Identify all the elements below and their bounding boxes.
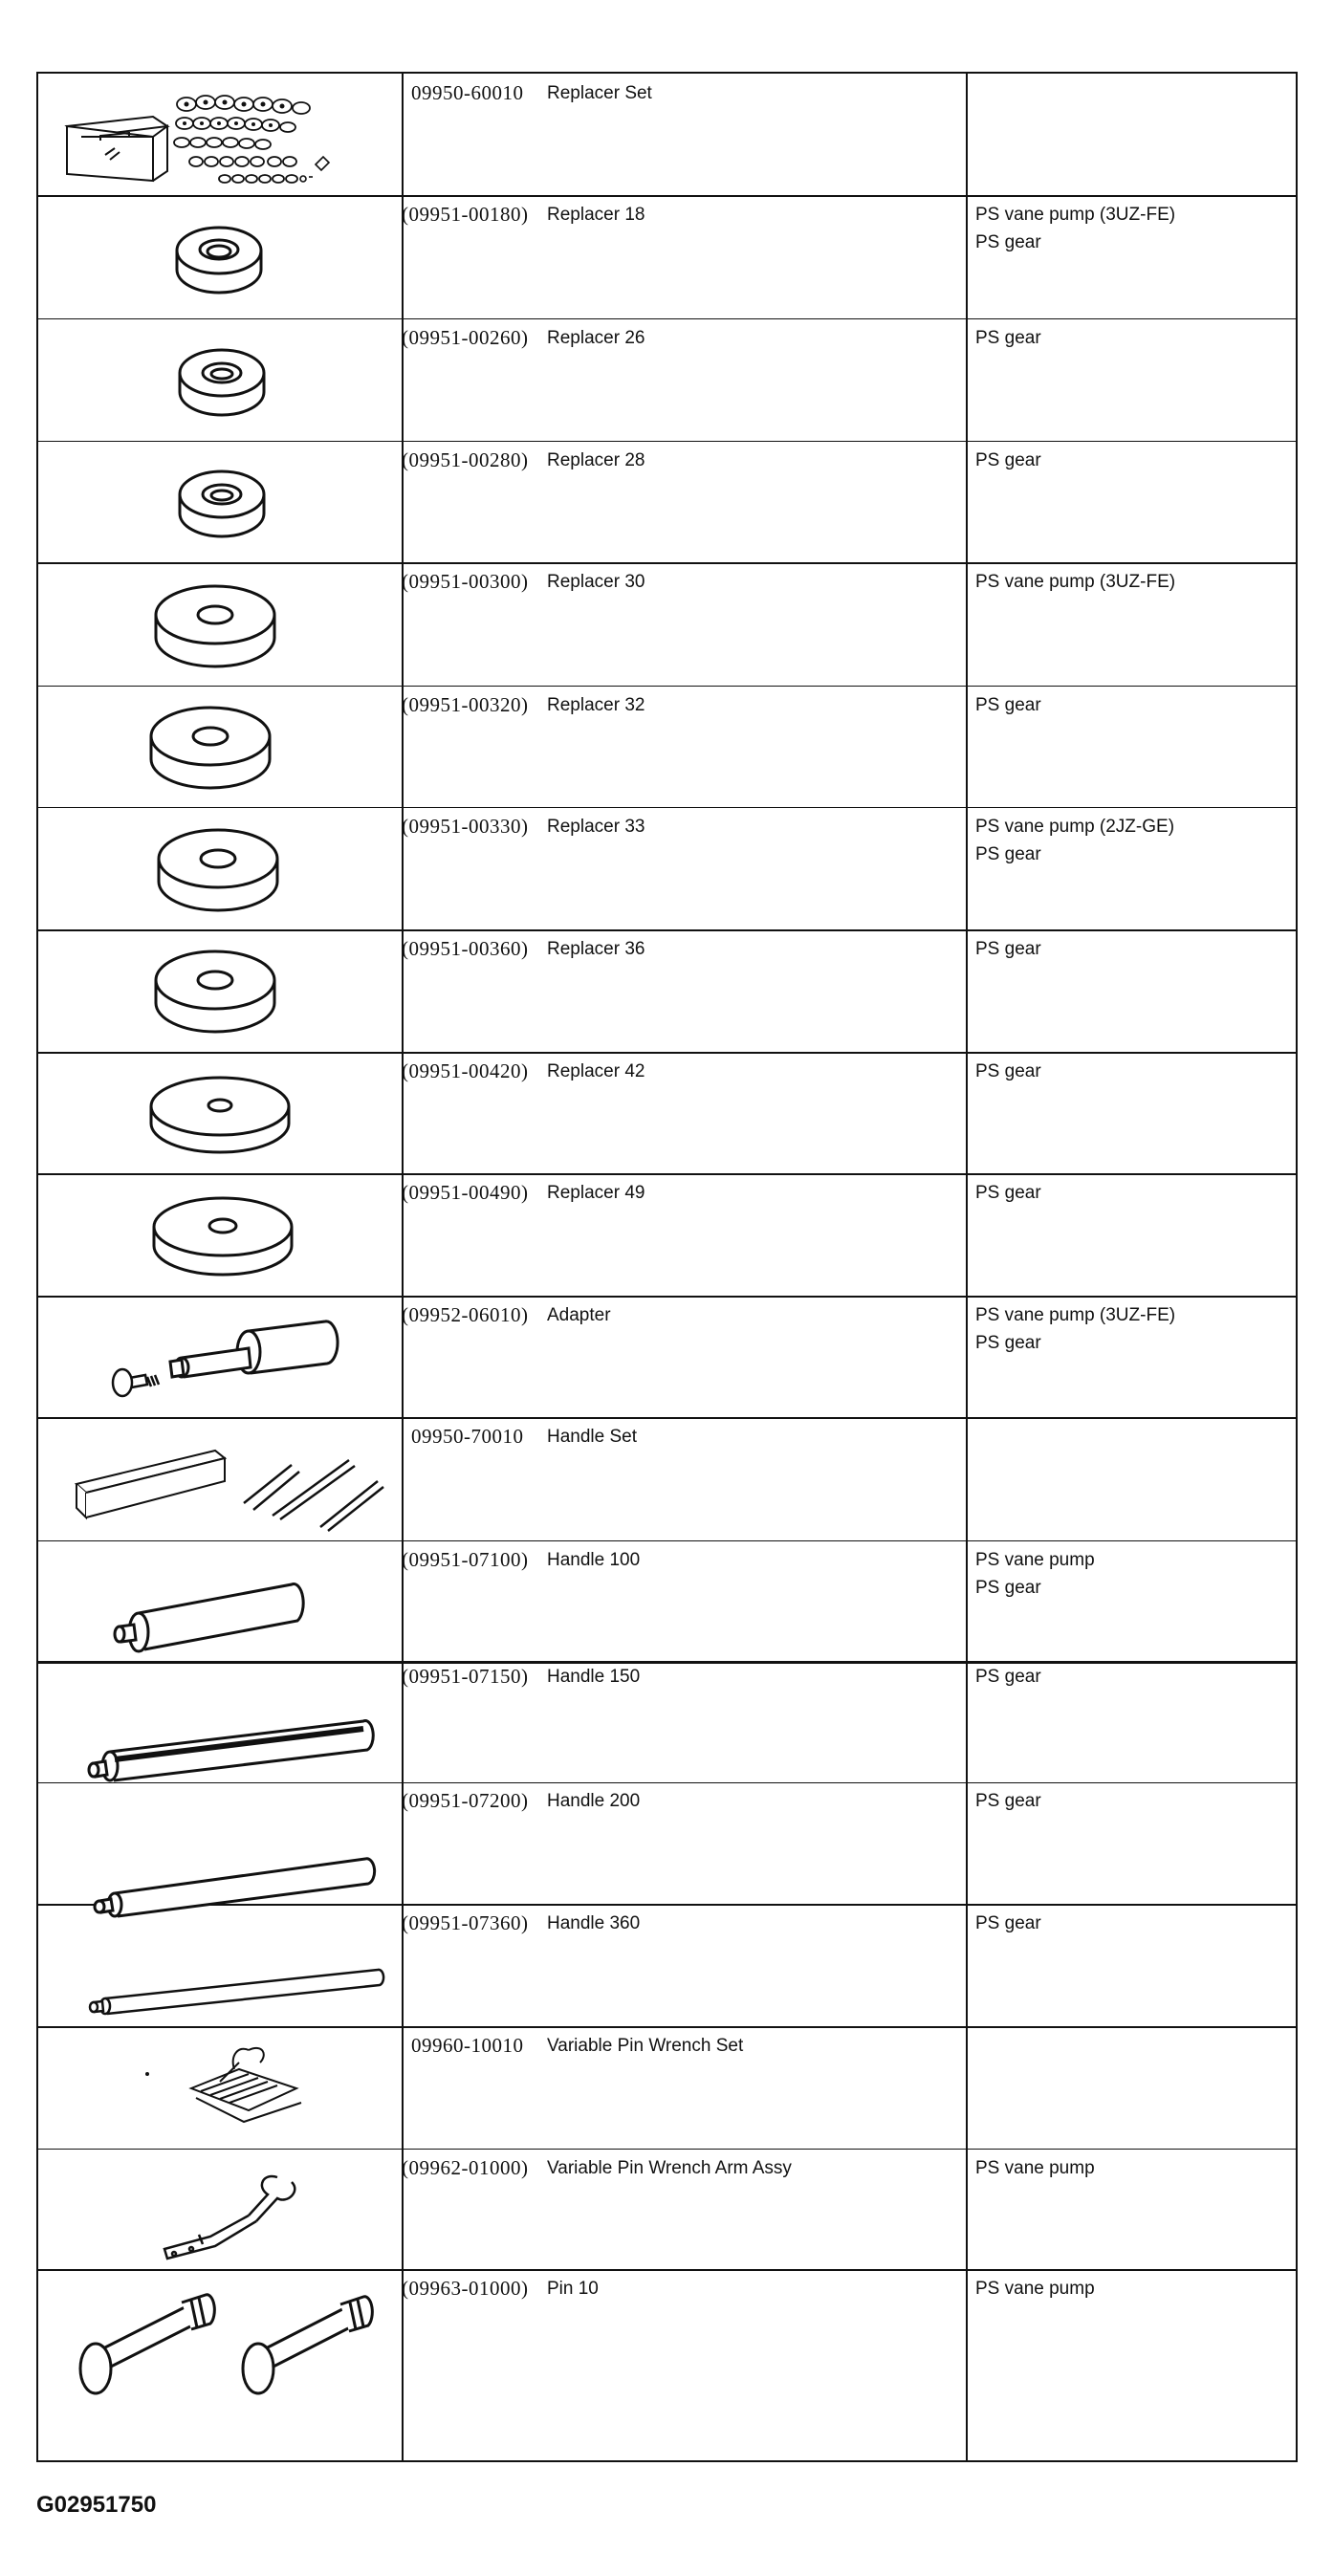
row-divider <box>38 2269 1296 2271</box>
row-divider <box>38 1296 1296 1298</box>
part-number: (09951-07100) <box>402 1548 529 1571</box>
column-divider <box>402 74 404 2460</box>
replacer-28-illustration <box>170 461 275 547</box>
replacer-26-illustration <box>170 339 275 426</box>
tool-name: Replacer 42 <box>547 1061 645 1081</box>
tool-name: Replacer 28 <box>547 450 645 470</box>
tool-name: Handle 200 <box>547 1791 641 1811</box>
row-divider <box>38 1661 1296 1664</box>
row-divider <box>38 686 1296 687</box>
handle-100-illustration <box>91 1565 359 1661</box>
part-number: (09951-00280) <box>402 448 529 471</box>
replacer-32-illustration <box>143 700 277 800</box>
tool-name: Replacer 18 <box>547 205 645 225</box>
part-number: 09950-70010 <box>411 1425 524 1448</box>
tool-name: Replacer 32 <box>547 695 645 715</box>
application-note: PS gear <box>975 1667 1041 1687</box>
pin-wrench-arm-illustration <box>143 2158 335 2263</box>
application-note: PS gear <box>975 450 1041 470</box>
pin-10-illustration <box>57 2278 402 2402</box>
replacer-33-illustration <box>151 822 285 923</box>
application-note: PS vane pump (3UZ-FE) <box>975 1305 1176 1325</box>
part-number: (09951-00260) <box>402 326 529 349</box>
row-divider <box>38 1052 1296 1054</box>
replacer-36-illustration <box>148 944 282 1044</box>
application-note: PS vane pump (3UZ-FE) <box>975 205 1176 225</box>
tool-name: Replacer Set <box>547 83 652 103</box>
row-divider <box>38 1540 1296 1541</box>
application-note: PS vane pump <box>975 2158 1095 2178</box>
part-number: (09951-00420) <box>402 1059 529 1082</box>
replacer-set-illustration <box>62 83 378 188</box>
adapter-illustration <box>86 1312 392 1417</box>
handle-200-illustration <box>76 1838 382 1933</box>
replacer-49-illustration <box>146 1190 299 1286</box>
tool-table <box>36 72 1298 2462</box>
application-note: PS vane pump (2JZ-GE) <box>975 817 1175 837</box>
part-number: (09951-07150) <box>402 1665 529 1688</box>
tool-name: Variable Pin Wrench Set <box>547 2036 744 2056</box>
tool-name: Variable Pin Wrench Arm Assy <box>547 2158 792 2178</box>
application-note: PS gear <box>975 695 1041 715</box>
row-divider <box>38 195 1296 197</box>
application-note: PS gear <box>975 1333 1041 1353</box>
tool-name: Replacer 33 <box>547 817 645 837</box>
application-note: PS gear <box>975 232 1041 252</box>
part-number: (09951-00330) <box>402 815 529 838</box>
part-number: (09951-00300) <box>402 570 529 593</box>
part-number: (09962-01000) <box>402 2156 529 2179</box>
row-divider <box>38 562 1296 564</box>
row-divider <box>38 807 1296 808</box>
replacer-18-illustration <box>167 217 273 303</box>
application-note: PS gear <box>975 1791 1041 1811</box>
tool-name: Handle 360 <box>547 1913 641 1933</box>
part-number: (09963-01000) <box>402 2277 529 2300</box>
part-number: (09951-00320) <box>402 693 529 716</box>
part-number: (09951-00180) <box>402 203 529 226</box>
handle-set-illustration <box>72 1431 387 1537</box>
application-note: PS vane pump <box>975 1550 1095 1570</box>
application-note: PS gear <box>975 939 1041 959</box>
replacer-30-illustration <box>148 579 282 679</box>
tool-name: Adapter <box>547 1305 611 1325</box>
tool-name: Handle Set <box>547 1427 638 1447</box>
tool-name: Handle 150 <box>547 1667 641 1687</box>
part-number: (09951-00490) <box>402 1181 529 1204</box>
tool-name: Replacer 26 <box>547 328 645 348</box>
application-note: PS gear <box>975 1578 1041 1598</box>
application-note: PS vane pump <box>975 2279 1095 2299</box>
tool-name: Pin 10 <box>547 2279 599 2299</box>
replacer-42-illustration <box>143 1070 296 1166</box>
part-number: (09952-06010) <box>402 1303 529 1326</box>
row-divider <box>38 441 1296 442</box>
row-divider <box>38 1417 1296 1419</box>
application-note: PS gear <box>975 328 1041 348</box>
part-number: (09951-00360) <box>402 937 529 960</box>
row-divider <box>38 2149 1296 2150</box>
part-number: (09951-07200) <box>402 1789 529 1812</box>
row-divider <box>38 929 1296 931</box>
part-number: (09951-07360) <box>402 1911 529 1934</box>
application-note: PS gear <box>975 844 1041 864</box>
tool-name: Replacer 49 <box>547 1183 645 1203</box>
row-divider <box>38 1173 1296 1175</box>
application-note: PS gear <box>975 1183 1041 1203</box>
row-divider <box>38 318 1296 319</box>
application-note: PS vane pump (3UZ-FE) <box>975 572 1176 592</box>
part-number: 09960-10010 <box>411 2034 524 2057</box>
tool-name: Handle 100 <box>547 1550 641 1570</box>
application-note: PS gear <box>975 1913 1041 1933</box>
tool-name: Replacer 30 <box>547 572 645 592</box>
handle-150-illustration <box>76 1714 382 1814</box>
pin-wrench-set-illustration <box>143 2036 335 2141</box>
part-number: 09950-60010 <box>411 81 524 104</box>
application-note: PS gear <box>975 1061 1041 1081</box>
column-divider <box>966 74 968 2460</box>
tool-name: Replacer 36 <box>547 939 645 959</box>
figure-id: G02951750 <box>36 2492 157 2518</box>
handle-360-illustration <box>76 1962 392 2029</box>
